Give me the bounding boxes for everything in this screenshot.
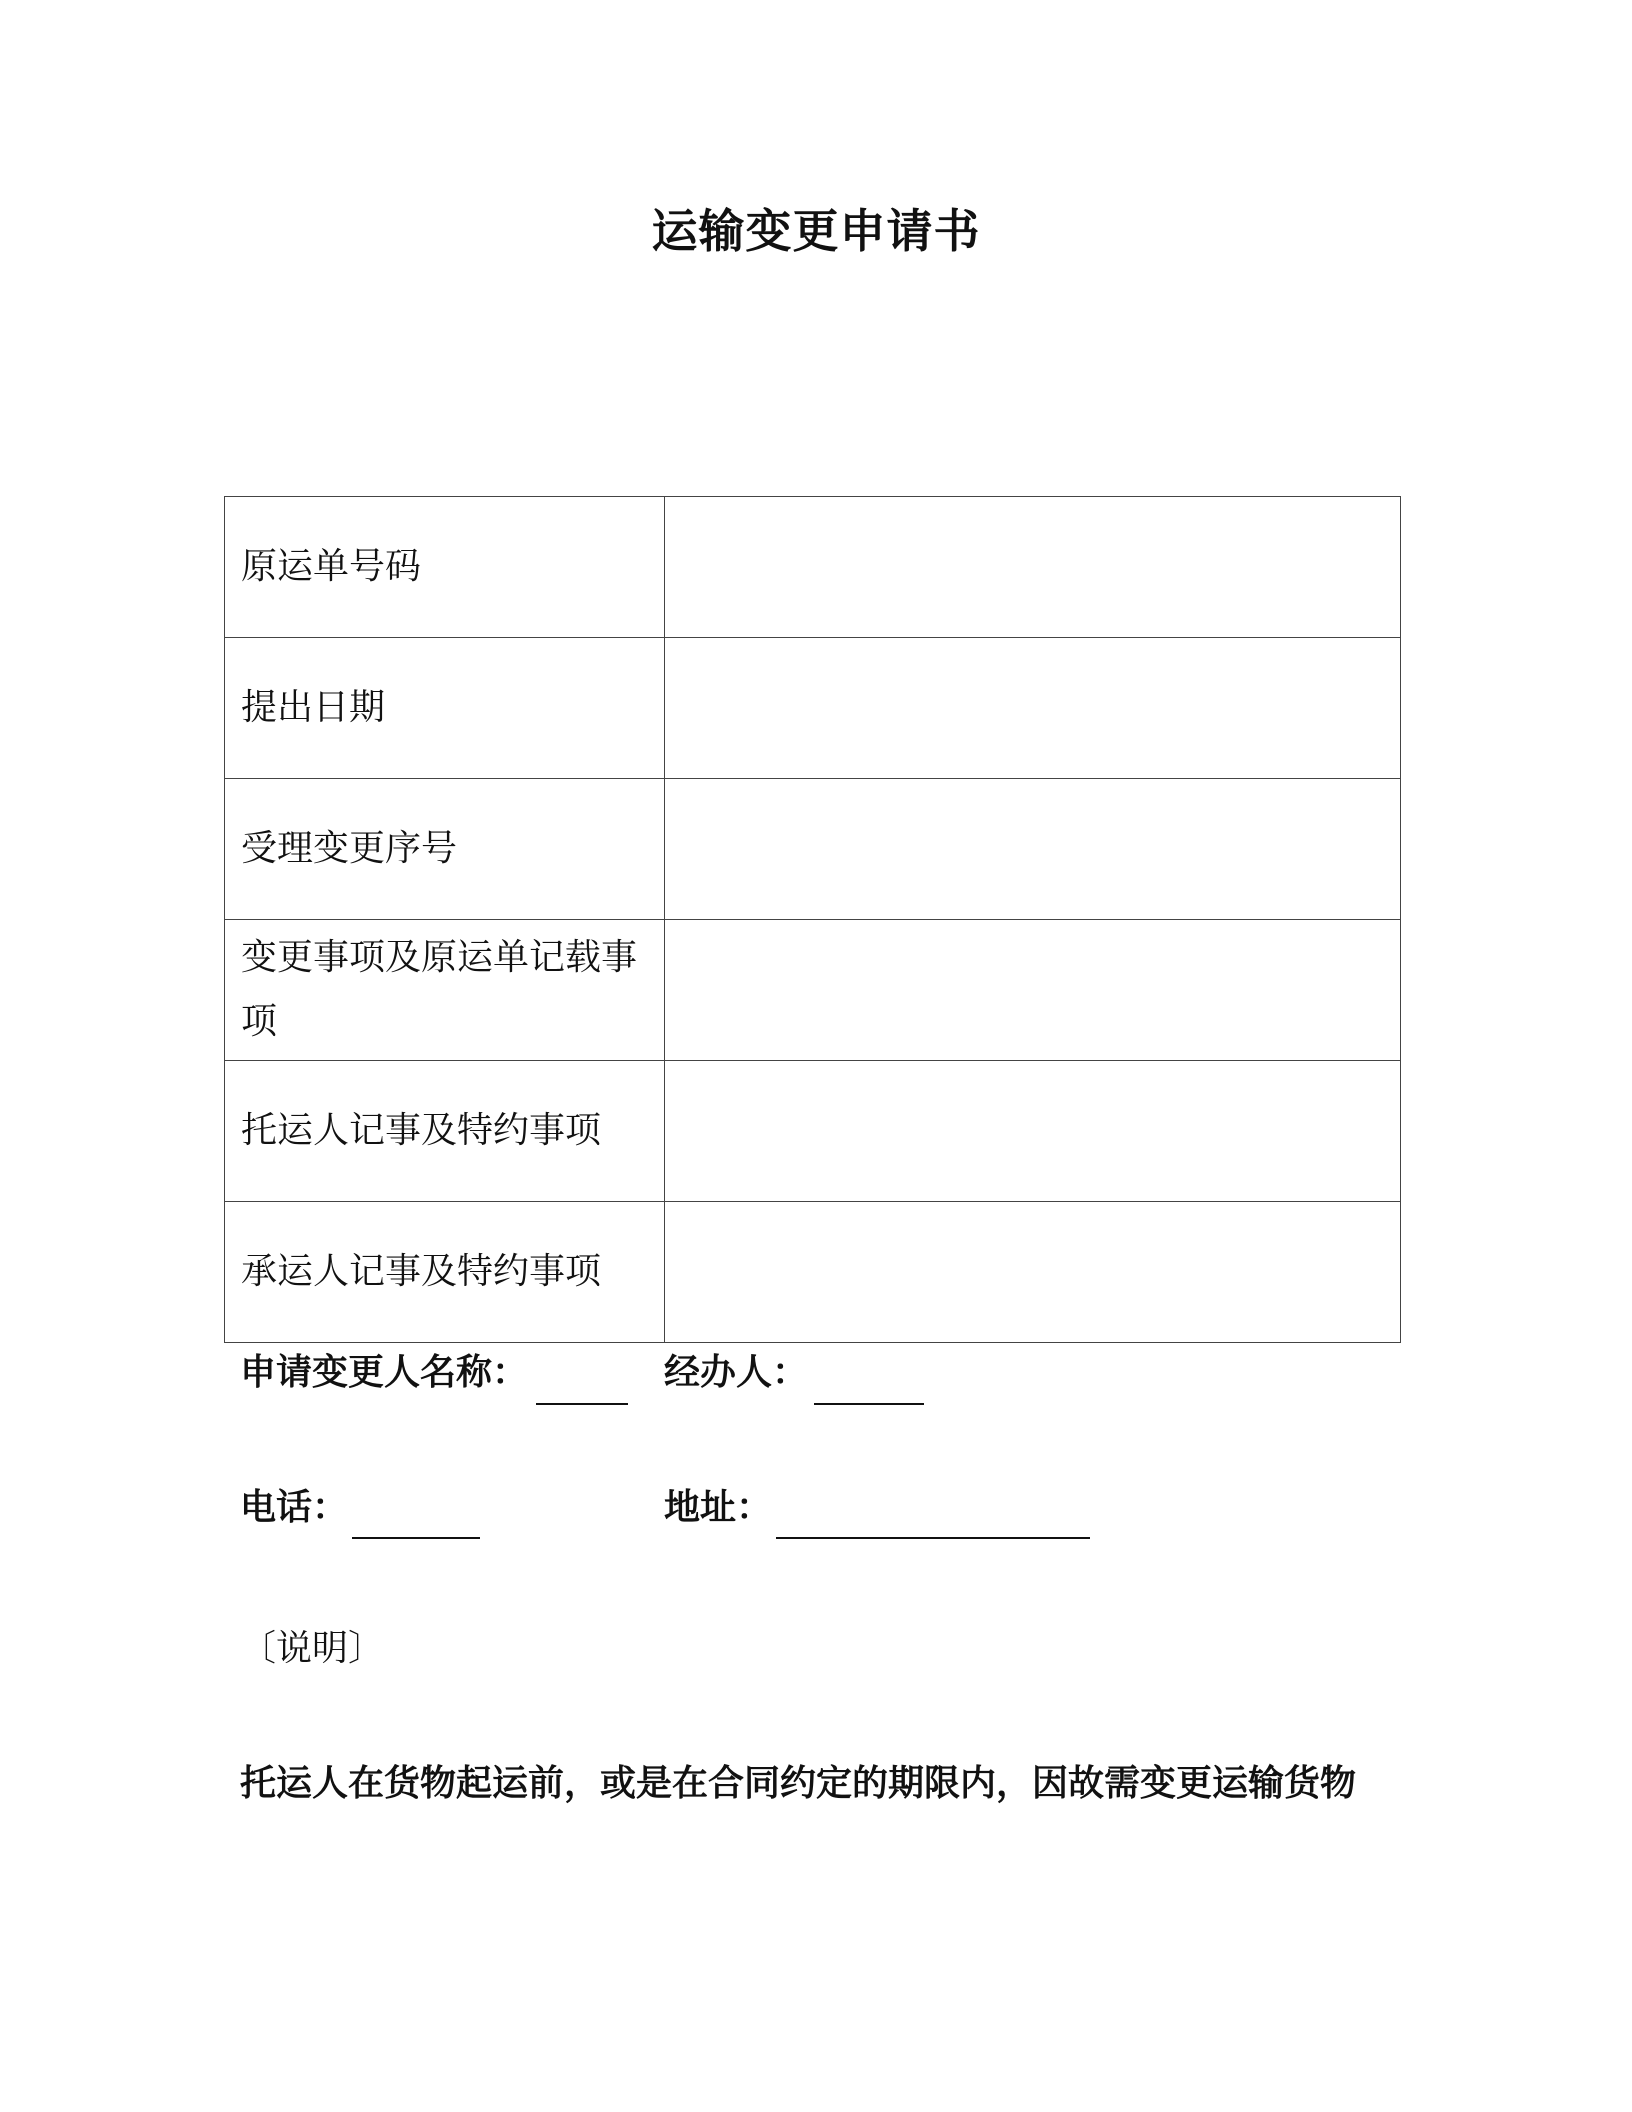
row-label-change-serial: 受理变更序号: [225, 779, 665, 920]
row-value-submit-date[interactable]: [665, 638, 1401, 779]
phone-blank[interactable]: [352, 1537, 480, 1539]
note-body: 托运人在货物起运前，或是在合同约定的期限内，因故需变更运输货物: [240, 1763, 1357, 1804]
applicant-name-label: 申请变更人名称：: [240, 1352, 529, 1393]
table-row: [225, 638, 1401, 779]
address-blank[interactable]: [776, 1537, 1090, 1539]
row-label-change-items: 变更事项及原运单记载事项: [225, 920, 665, 1061]
note-heading: 〔说明〕: [240, 1628, 385, 1669]
row-value-shipper-notes[interactable]: [665, 1061, 1401, 1202]
phone-label: 电话：: [240, 1487, 349, 1528]
row-label-submit-date: 提出日期: [225, 638, 665, 779]
address-label: 地址：: [664, 1487, 773, 1528]
table-row: [225, 1202, 1401, 1343]
row-label-original-waybill: 原运单号码: [225, 497, 665, 638]
document-title: 运输变更申请书: [651, 204, 981, 258]
table-row: [225, 497, 1401, 638]
table-row: [225, 779, 1401, 920]
table-row: [225, 920, 1401, 1061]
handler-blank[interactable]: [814, 1403, 924, 1405]
handler-label: 经办人：: [664, 1352, 809, 1393]
row-value-change-serial[interactable]: [665, 779, 1401, 920]
row-label-carrier-notes: 承运人记事及特约事项: [225, 1202, 665, 1343]
row-value-change-items[interactable]: [665, 920, 1401, 1061]
change-request-table: [224, 496, 1401, 1343]
row-value-original-waybill[interactable]: [665, 497, 1401, 638]
table-row: [225, 1061, 1401, 1202]
row-label-shipper-notes: 托运人记事及特约事项: [225, 1061, 665, 1202]
applicant-name-blank[interactable]: [536, 1403, 628, 1405]
row-value-carrier-notes[interactable]: [665, 1202, 1401, 1343]
